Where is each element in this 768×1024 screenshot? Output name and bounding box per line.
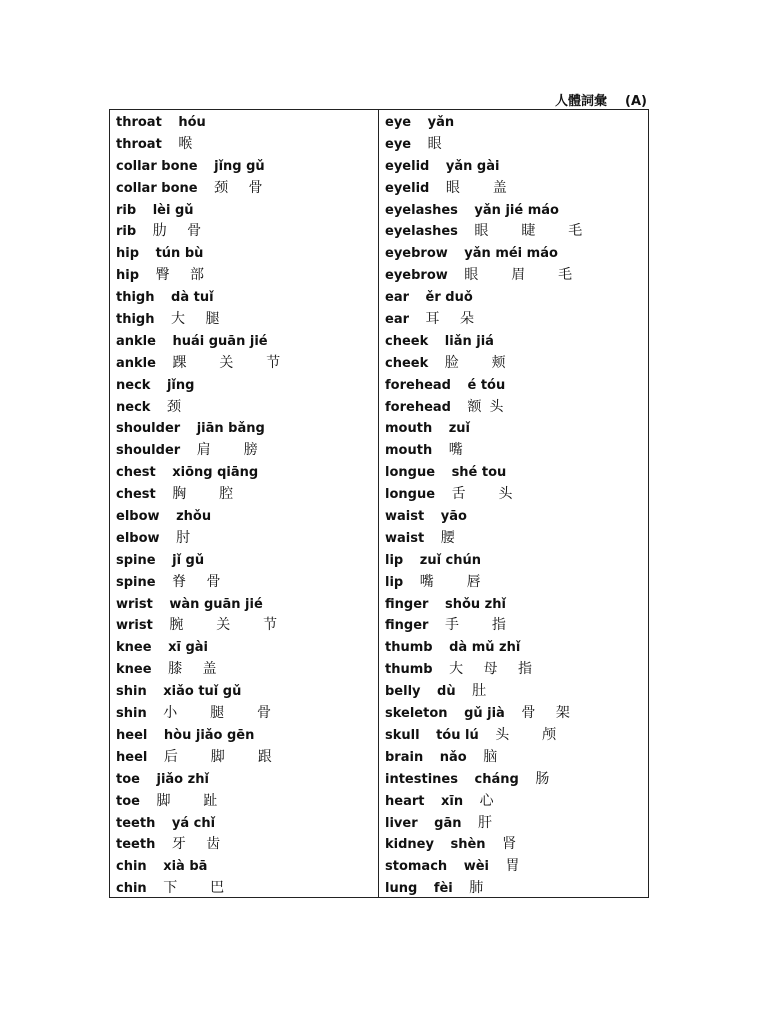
pinyin-text: xīn — [441, 793, 464, 809]
vocab-row — [116, 681, 378, 703]
english-word: mouth — [385, 443, 433, 459]
english-word: mouth — [385, 421, 433, 437]
vocab-row — [116, 834, 378, 856]
chinese-characters: 眼 眉 毛 — [464, 267, 581, 284]
chinese-characters: 脊 骨 — [172, 573, 229, 590]
english-word: hip — [116, 268, 140, 284]
vocab-row — [116, 813, 378, 835]
english-word: eyebrow — [385, 268, 448, 284]
chinese-characters: 肺 — [469, 880, 492, 897]
vocab-row — [385, 134, 648, 156]
pinyin-text: xiōng qiāng — [172, 465, 259, 481]
english-word: heel — [116, 749, 148, 765]
chinese-characters: 头 颅 — [495, 726, 565, 743]
pinyin-text: xià bā — [163, 859, 208, 875]
vocab-row — [116, 440, 378, 462]
chinese-characters: 牙 齿 — [171, 836, 229, 853]
english-word: rib — [116, 202, 137, 218]
vocab-row — [116, 550, 378, 572]
english-word: wrist — [116, 596, 153, 612]
vocab-row — [116, 747, 378, 769]
pinyin-text: xī gài — [168, 640, 208, 656]
english-word: wrist — [116, 618, 153, 634]
chinese-characters: 肚 — [472, 683, 495, 700]
chinese-characters: 颈 — [166, 398, 189, 415]
pinyin-text: huái guān jié — [172, 333, 268, 349]
vocabulary-table — [109, 109, 649, 898]
english-word: heel — [116, 727, 148, 743]
vocab-row — [385, 528, 648, 550]
chinese-characters: 嘴 唇 — [419, 573, 489, 590]
pinyin-text: jǐng — [166, 377, 195, 393]
chinese-characters: 膝 盖 — [168, 661, 225, 678]
pinyin-text: wàn guān jié — [169, 596, 263, 612]
english-word: spine — [116, 552, 156, 568]
vocab-row — [116, 506, 378, 528]
english-word: neck — [116, 377, 151, 393]
chinese-characters: 腰 — [440, 529, 463, 546]
chinese-characters: 颈 骨 — [214, 179, 271, 196]
pinyin-text: jǐ gǔ — [172, 552, 205, 568]
pinyin-text: hóu — [178, 115, 206, 130]
english-word: ear — [385, 312, 410, 328]
vocab-row — [385, 243, 648, 265]
vocab-row — [116, 462, 378, 484]
english-word: forehead — [385, 399, 451, 415]
vocab-row — [385, 615, 648, 637]
vocab-row — [385, 375, 648, 397]
english-word: finger — [385, 618, 429, 634]
english-word: knee — [116, 662, 152, 678]
pinyin-text: hòu jiǎo gēn — [163, 727, 255, 743]
english-word: stomach — [385, 859, 448, 875]
vocab-row — [116, 791, 378, 813]
english-word: eye — [385, 115, 412, 130]
english-word: heart — [385, 793, 425, 809]
vocab-row — [385, 156, 648, 178]
vocab-row — [385, 418, 648, 440]
pinyin-text: liǎn jiá — [444, 333, 494, 349]
pinyin-text: shé tou — [451, 465, 507, 481]
vocab-row — [385, 440, 648, 462]
pinyin-text: dà tuǐ — [171, 290, 214, 306]
vocab-row — [385, 572, 648, 594]
english-word: collar bone — [116, 180, 198, 196]
english-word: teeth — [116, 837, 156, 853]
vocab-row — [385, 397, 648, 419]
vocab-row — [116, 178, 378, 200]
english-word: collar bone — [116, 158, 198, 174]
english-word: lip — [385, 574, 404, 590]
english-word: elbow — [116, 509, 160, 525]
english-word: ear — [385, 290, 410, 306]
english-word: throat — [116, 136, 162, 152]
pinyin-text: shèn — [450, 837, 486, 853]
english-word: cheek — [385, 355, 429, 371]
english-word: longue — [385, 465, 436, 481]
pinyin-text: yǎn — [427, 115, 455, 130]
chinese-characters: 手 指 — [444, 617, 514, 634]
english-word: thigh — [116, 290, 155, 306]
english-word: eyelid — [385, 180, 430, 196]
chinese-characters: 舌 头 — [451, 486, 521, 503]
chinese-characters: 大 腿 — [171, 311, 228, 328]
pinyin-text: cháng — [474, 771, 519, 787]
vocab-row — [385, 550, 648, 572]
english-word: waist — [385, 509, 425, 525]
pinyin-text: xiǎo tuǐ gǔ — [163, 684, 242, 700]
pinyin-text: dù — [437, 684, 456, 700]
english-word: skeleton — [385, 706, 448, 722]
vocab-row — [116, 878, 378, 900]
vocab-row — [116, 856, 378, 878]
chinese-characters: 心 — [479, 792, 502, 809]
vocab-row — [116, 156, 378, 178]
vocab-row — [385, 856, 648, 878]
vocab-row — [385, 659, 648, 681]
chinese-characters: 骨 架 — [521, 705, 578, 722]
chinese-characters: 胸 腔 — [172, 486, 242, 503]
english-word: eyelashes — [385, 224, 458, 240]
vocab-row — [385, 484, 648, 506]
english-word: cheek — [385, 333, 429, 349]
vocab-row — [385, 878, 648, 900]
pinyin-text: jǐng gǔ — [214, 158, 265, 174]
english-word: rib — [116, 224, 137, 240]
vocab-row — [385, 813, 648, 835]
vocab-row — [385, 681, 648, 703]
pinyin-text: gǔ jià — [464, 706, 505, 722]
left-column — [110, 110, 379, 897]
english-word: thumb — [385, 640, 433, 656]
chinese-characters: 下 巴 — [163, 880, 233, 897]
english-word: ankle — [116, 355, 156, 371]
chinese-characters: 嘴 — [448, 442, 471, 459]
english-word: liver — [385, 815, 418, 831]
english-word: shin — [116, 706, 147, 722]
english-word: skull — [385, 727, 420, 743]
english-word: belly — [385, 684, 421, 700]
vocab-row — [385, 637, 648, 659]
vocab-row — [116, 484, 378, 506]
vocab-row — [116, 659, 378, 681]
pinyin-text: jiān bǎng — [196, 421, 265, 437]
chinese-characters: 额头 — [467, 398, 512, 415]
chinese-characters: 眼 睫 毛 — [474, 223, 591, 240]
vocab-row — [385, 725, 648, 747]
chinese-characters: 脸 颊 — [444, 354, 514, 371]
vocab-row — [116, 375, 378, 397]
pinyin-text: yá chǐ — [171, 815, 216, 831]
english-word: chest — [116, 487, 156, 503]
pinyin-text: yǎn jié máo — [474, 202, 559, 218]
vocab-row — [116, 769, 378, 791]
pinyin-text: zuǐ chún — [419, 552, 482, 568]
vocab-row — [385, 791, 648, 813]
chinese-characters: 胃 — [505, 858, 528, 875]
chinese-characters: 臀 部 — [155, 267, 213, 284]
vocab-row — [385, 506, 648, 528]
chinese-characters: 大 母 指 — [449, 661, 541, 678]
vocab-row — [385, 331, 648, 353]
vocab-row — [116, 615, 378, 637]
english-word: ankle — [116, 333, 156, 349]
vocab-row — [116, 528, 378, 550]
english-word: forehead — [385, 377, 451, 393]
vocab-row — [116, 331, 378, 353]
vocab-row — [385, 200, 648, 222]
english-word: kidney — [385, 837, 434, 853]
english-word: eye — [385, 136, 412, 152]
pinyin-text: yǎn méi máo — [464, 246, 558, 262]
english-word: chest — [116, 465, 156, 481]
pinyin-text: wèi — [463, 859, 489, 875]
vocab-row — [385, 747, 648, 769]
pinyin-text: zuǐ — [448, 421, 471, 437]
pinyin-text: tóu lú — [436, 727, 479, 743]
vocab-row — [116, 287, 378, 309]
vocab-row — [385, 353, 648, 375]
vocab-row — [385, 287, 648, 309]
english-word: elbow — [116, 530, 160, 546]
english-word: chin — [116, 881, 147, 897]
chinese-characters: 肾 — [502, 836, 525, 853]
english-word: finger — [385, 596, 429, 612]
chinese-characters: 小 腿 骨 — [163, 705, 280, 722]
pinyin-text: shǒu zhǐ — [444, 596, 506, 612]
vocab-row — [116, 703, 378, 725]
vocab-row — [385, 112, 648, 134]
vocab-row — [116, 221, 378, 243]
english-word: hip — [116, 246, 140, 262]
english-word: knee — [116, 640, 152, 656]
english-word: neck — [116, 399, 151, 415]
pinyin-text: gān — [434, 815, 462, 831]
english-word: teeth — [116, 815, 156, 831]
chinese-characters: 肘 — [176, 529, 199, 546]
english-word: eyelashes — [385, 202, 458, 218]
chinese-characters: 后 脚 跟 — [163, 748, 280, 765]
page-title: 人體詞彙 (A) — [554, 94, 647, 109]
pinyin-text: jiǎo zhǐ — [156, 771, 209, 787]
english-word: brain — [385, 749, 424, 765]
english-word: throat — [116, 115, 162, 130]
chinese-characters: 肝 — [478, 814, 501, 831]
chinese-characters: 脚 趾 — [156, 792, 226, 809]
vocab-row — [385, 769, 648, 791]
vocab-row — [116, 725, 378, 747]
english-word: shoulder — [116, 421, 181, 437]
english-word: intestines — [385, 771, 458, 787]
english-word: lip — [385, 552, 404, 568]
vocab-row — [116, 243, 378, 265]
chinese-characters: 喉 — [178, 135, 201, 152]
english-word: shin — [116, 684, 147, 700]
pinyin-text: yǎn gài — [445, 158, 500, 174]
chinese-characters: 眼 盖 — [445, 179, 515, 196]
vocab-row — [116, 637, 378, 659]
english-word: lung — [385, 881, 418, 897]
vocab-row — [116, 200, 378, 222]
vocab-row — [385, 178, 648, 200]
vocab-row — [116, 594, 378, 616]
pinyin-text: é tóu — [467, 377, 506, 393]
vocab-row — [116, 353, 378, 375]
english-word: thigh — [116, 312, 155, 328]
chinese-characters: 眼 — [427, 135, 450, 152]
english-word: toe — [116, 793, 140, 809]
right-column — [379, 110, 648, 897]
chinese-characters: 肩 膀 — [196, 442, 266, 459]
english-word: spine — [116, 574, 156, 590]
english-word: waist — [385, 530, 425, 546]
chinese-characters: 肠 — [535, 770, 558, 787]
vocab-row — [385, 221, 648, 243]
english-word: chin — [116, 859, 147, 875]
vocab-row — [385, 265, 648, 287]
english-word: toe — [116, 771, 140, 787]
pinyin-text: fèi — [433, 881, 453, 897]
pinyin-text: yāo — [440, 509, 467, 525]
pinyin-text: zhǒu — [176, 509, 212, 525]
pinyin-text: nǎo — [439, 749, 467, 765]
vocab-row — [385, 594, 648, 616]
vocab-row — [385, 309, 648, 331]
vocab-row — [385, 834, 648, 856]
vocab-row — [116, 397, 378, 419]
pinyin-text: tún bù — [155, 246, 204, 262]
chinese-characters: 踝 关 节 — [172, 354, 289, 371]
chinese-characters: 耳 朵 — [425, 311, 482, 328]
pinyin-text: lèi gǔ — [152, 202, 194, 218]
vocab-row — [385, 703, 648, 725]
vocab-row — [116, 112, 378, 134]
vocab-row — [116, 418, 378, 440]
pinyin-text: dà mǔ zhǐ — [449, 640, 521, 656]
vocab-row — [116, 572, 378, 594]
english-word: eyebrow — [385, 246, 448, 262]
english-word: shoulder — [116, 443, 181, 459]
chinese-characters: 脑 — [483, 748, 506, 765]
english-word: thumb — [385, 662, 433, 678]
chinese-characters: 腕 关 节 — [169, 617, 286, 634]
vocab-row — [116, 309, 378, 331]
pinyin-text: ěr duǒ — [425, 290, 473, 306]
vocab-row — [116, 134, 378, 156]
english-word: eyelid — [385, 158, 430, 174]
vocab-row — [385, 462, 648, 484]
chinese-characters: 肋 骨 — [152, 223, 210, 240]
vocab-row — [116, 265, 378, 287]
english-word: longue — [385, 487, 436, 503]
